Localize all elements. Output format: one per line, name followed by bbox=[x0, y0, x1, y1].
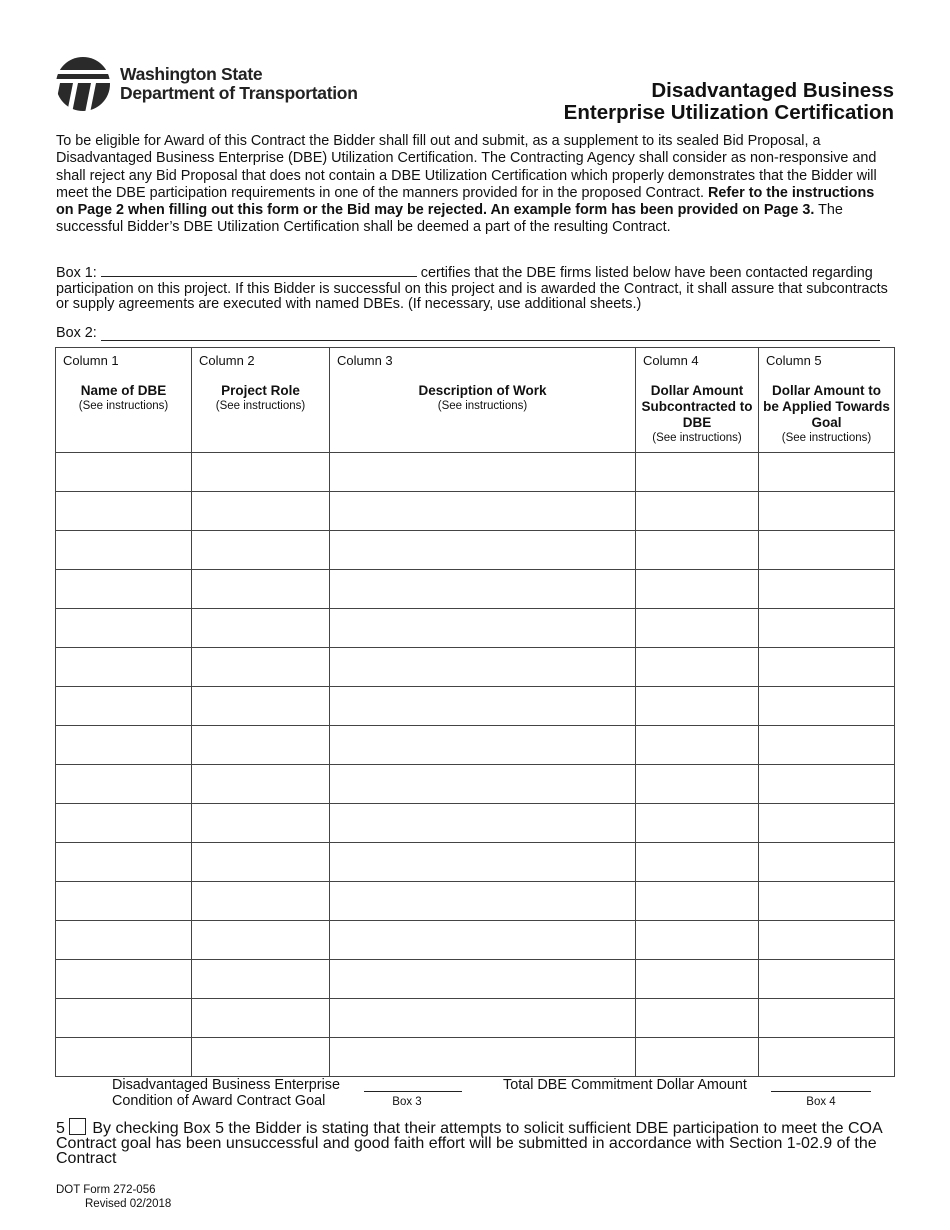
box5-number: 5 bbox=[56, 1120, 65, 1137]
table-cell[interactable] bbox=[330, 453, 636, 492]
table-cell[interactable] bbox=[636, 726, 759, 765]
table-row bbox=[56, 843, 895, 882]
table-cell[interactable] bbox=[759, 492, 895, 531]
column-header-4 bbox=[636, 348, 759, 453]
table-cell[interactable] bbox=[759, 882, 895, 921]
table-row bbox=[56, 531, 895, 570]
table-row bbox=[56, 804, 895, 843]
table-row bbox=[56, 1038, 895, 1077]
table-cell[interactable] bbox=[330, 765, 636, 804]
table-cell[interactable] bbox=[330, 648, 636, 687]
column-number: Column 3 bbox=[337, 353, 393, 368]
table-cell[interactable] bbox=[636, 921, 759, 960]
table-cell[interactable] bbox=[759, 960, 895, 999]
contract-goal-label-line-1: Disadvantaged Business Enterprise bbox=[112, 1077, 340, 1093]
table-cell[interactable] bbox=[330, 492, 636, 531]
box5-checkbox[interactable] bbox=[69, 1118, 86, 1135]
table-cell[interactable] bbox=[192, 570, 330, 609]
table-cell[interactable] bbox=[192, 843, 330, 882]
table-cell[interactable] bbox=[330, 609, 636, 648]
table-cell[interactable] bbox=[759, 804, 895, 843]
agency-logo bbox=[56, 55, 396, 113]
table-cell[interactable] bbox=[759, 843, 895, 882]
table-cell[interactable] bbox=[636, 765, 759, 804]
table-cell[interactable] bbox=[330, 531, 636, 570]
intro-bold-text: Refer to the instructions on Page 2 when filling out this form or the Bid may be rejected. An example form has been provided on Page 3. bbox=[56, 184, 875, 219]
table-cell[interactable] bbox=[192, 882, 330, 921]
column-instructions: (See instructions) bbox=[437, 400, 528, 412]
column-header-5 bbox=[759, 348, 895, 453]
table-cell[interactable] bbox=[330, 804, 636, 843]
column-header-1 bbox=[56, 348, 192, 453]
table-cell[interactable] bbox=[636, 960, 759, 999]
table-cell[interactable] bbox=[330, 726, 636, 765]
table-row bbox=[56, 999, 895, 1038]
form-title-line-2: Enterprise Utilization Certification bbox=[563, 101, 894, 124]
box5-text: By checking Box 5 the Bidder is stating that their attempts to solicit sufficient DBE participation to meet the COA Contract goal has been unsuccessful and good faith effort will be submitted in accordance with Section 1-02.9 of the Contract bbox=[56, 1120, 882, 1167]
contract-goal-label bbox=[112, 1078, 340, 1109]
column-name: Description of Work bbox=[418, 383, 547, 398]
table-row bbox=[56, 921, 895, 960]
total-commitment-label: Total DBE Commitment Dollar Amount bbox=[503, 1077, 747, 1093]
table-cell[interactable] bbox=[56, 804, 192, 843]
table-cell[interactable] bbox=[192, 765, 330, 804]
table-cell[interactable] bbox=[636, 804, 759, 843]
table-cell[interactable] bbox=[192, 531, 330, 570]
table-cell[interactable] bbox=[759, 687, 895, 726]
table-cell[interactable] bbox=[330, 843, 636, 882]
form-title bbox=[564, 80, 894, 124]
table-cell[interactable] bbox=[636, 882, 759, 921]
intro-paragraph bbox=[56, 133, 892, 237]
table-cell[interactable] bbox=[636, 492, 759, 531]
box4-label: Box 4 bbox=[806, 1096, 836, 1108]
table-cell[interactable] bbox=[56, 492, 192, 531]
table-cell[interactable] bbox=[330, 921, 636, 960]
table-cell[interactable] bbox=[56, 648, 192, 687]
table-cell[interactable] bbox=[759, 531, 895, 570]
column-name: Dollar Amount Subcontracted to DBE bbox=[641, 383, 753, 430]
box4-field[interactable] bbox=[771, 1091, 871, 1092]
form-number: DOT Form 272-056 bbox=[56, 1184, 156, 1196]
table-cell[interactable] bbox=[192, 1038, 330, 1077]
table-cell[interactable] bbox=[56, 609, 192, 648]
revision-date: Revised 02/2018 bbox=[85, 1198, 172, 1210]
table-row bbox=[56, 687, 895, 726]
table-row bbox=[56, 609, 895, 648]
table-header-row bbox=[56, 348, 895, 453]
table-body bbox=[56, 453, 895, 1077]
table-cell[interactable] bbox=[192, 648, 330, 687]
box2-label: Box 2: bbox=[56, 325, 97, 341]
column-instructions: (See instructions) bbox=[781, 432, 872, 444]
table-cell[interactable] bbox=[759, 999, 895, 1038]
table-cell[interactable] bbox=[759, 765, 895, 804]
intro-text-2: The successful Bidder’s DBE Utilization Certification shall be deemed a part of the resulting Contract. bbox=[56, 202, 843, 236]
table-cell[interactable] bbox=[192, 960, 330, 999]
table-row bbox=[56, 648, 895, 687]
table-cell[interactable] bbox=[636, 648, 759, 687]
table-cell[interactable] bbox=[192, 999, 330, 1038]
column-name: Dollar Amount to be Applied Towards Goal bbox=[763, 383, 890, 430]
table-row bbox=[56, 453, 895, 492]
table-row bbox=[56, 726, 895, 765]
box3-field[interactable] bbox=[364, 1091, 462, 1092]
column-header-2 bbox=[192, 348, 330, 453]
dbe-table bbox=[55, 347, 895, 1077]
agency-name bbox=[120, 65, 358, 103]
table-row bbox=[56, 492, 895, 531]
table-cell[interactable] bbox=[636, 687, 759, 726]
table-cell[interactable] bbox=[56, 726, 192, 765]
table-cell[interactable] bbox=[330, 570, 636, 609]
table-cell[interactable] bbox=[330, 960, 636, 999]
form-footer bbox=[56, 1183, 171, 1211]
table-row bbox=[56, 882, 895, 921]
column-number: Column 5 bbox=[766, 353, 822, 368]
table-cell[interactable] bbox=[759, 921, 895, 960]
table-cell[interactable] bbox=[192, 609, 330, 648]
table-cell[interactable] bbox=[192, 492, 330, 531]
box5-statement bbox=[56, 1118, 892, 1166]
column-instructions: (See instructions) bbox=[652, 432, 742, 444]
table-cell[interactable] bbox=[636, 453, 759, 492]
agency-line-1: Washington State bbox=[120, 64, 263, 84]
column-instructions: (See instructions) bbox=[78, 400, 169, 412]
agency-line-2: Department of Transportation bbox=[120, 83, 358, 103]
box1-bidder-field[interactable] bbox=[101, 264, 417, 277]
table-cell[interactable] bbox=[56, 960, 192, 999]
table-cell[interactable] bbox=[56, 453, 192, 492]
table-row bbox=[56, 570, 895, 609]
column-header-3 bbox=[330, 348, 636, 453]
table-cell[interactable] bbox=[636, 570, 759, 609]
column-name: Name of DBE bbox=[80, 383, 167, 398]
box2-row bbox=[56, 325, 892, 341]
table-cell[interactable] bbox=[56, 843, 192, 882]
form-title-line-1: Disadvantaged Business bbox=[651, 79, 894, 102]
table-cell[interactable] bbox=[192, 804, 330, 843]
table-cell[interactable] bbox=[56, 1038, 192, 1077]
intro-text-1: To be eligible for Award of this Contract the Bidder shall fill out and submit, as a supplement to its sealed Bid Proposal, a Disadvantaged Business Enterprise (DBE) Utilization Certification. The Contracting Agency shall consider as non-responsive and shall reject any Bid Proposal that does not contain a DBE Utilization Certification which properly demonstrates that the Bidder will meet the DBE participation requirements in one of the manners provided for in the proposed Contract. bbox=[56, 133, 877, 201]
column-number: Column 2 bbox=[199, 353, 255, 368]
table-cell[interactable] bbox=[759, 453, 895, 492]
column-instructions: (See instructions) bbox=[215, 400, 306, 412]
table-cell[interactable] bbox=[759, 609, 895, 648]
column-number: Column 4 bbox=[643, 353, 699, 368]
table-row bbox=[56, 960, 895, 999]
table-cell[interactable] bbox=[56, 765, 192, 804]
table-cell[interactable] bbox=[636, 843, 759, 882]
table-row bbox=[56, 765, 895, 804]
box1-text: certifies that the DBE firms listed below have been contacted regarding participation on this project. If this Bidder is successful on this project and is awarded the Contract, it shall assure that subcontracts or supply agreements are executed with named DBEs. (If necessary, use additional sheets.) bbox=[56, 265, 888, 312]
table-cell[interactable] bbox=[192, 726, 330, 765]
table-cell[interactable] bbox=[636, 1038, 759, 1077]
table-cell[interactable] bbox=[56, 570, 192, 609]
table-cell[interactable] bbox=[759, 726, 895, 765]
column-number: Column 1 bbox=[63, 353, 119, 368]
table-cell[interactable] bbox=[759, 648, 895, 687]
contract-goal-label-line-2: Condition of Award Contract Goal bbox=[112, 1092, 326, 1109]
table-cell[interactable] bbox=[636, 531, 759, 570]
table-cell[interactable] bbox=[56, 531, 192, 570]
box3-label: Box 3 bbox=[392, 1096, 422, 1108]
table-cell[interactable] bbox=[56, 882, 192, 921]
table-cell[interactable] bbox=[636, 999, 759, 1038]
wsdot-logo-icon bbox=[56, 55, 110, 113]
table-cell[interactable] bbox=[330, 882, 636, 921]
column-name: Project Role bbox=[221, 383, 300, 398]
table-cell[interactable] bbox=[192, 687, 330, 726]
table-cell[interactable] bbox=[192, 921, 330, 960]
table-cell[interactable] bbox=[330, 687, 636, 726]
box2-field[interactable] bbox=[101, 326, 880, 341]
box1-label: Box 1: bbox=[56, 265, 97, 281]
table-cell[interactable] bbox=[56, 921, 192, 960]
table-cell[interactable] bbox=[759, 570, 895, 609]
table-cell[interactable] bbox=[330, 999, 636, 1038]
table-cell[interactable] bbox=[192, 453, 330, 492]
table-cell[interactable] bbox=[330, 1038, 636, 1077]
table-cell[interactable] bbox=[56, 687, 192, 726]
table-cell[interactable] bbox=[636, 609, 759, 648]
box1-statement bbox=[56, 264, 892, 313]
table-cell[interactable] bbox=[759, 1038, 895, 1077]
table-cell[interactable] bbox=[56, 999, 192, 1038]
